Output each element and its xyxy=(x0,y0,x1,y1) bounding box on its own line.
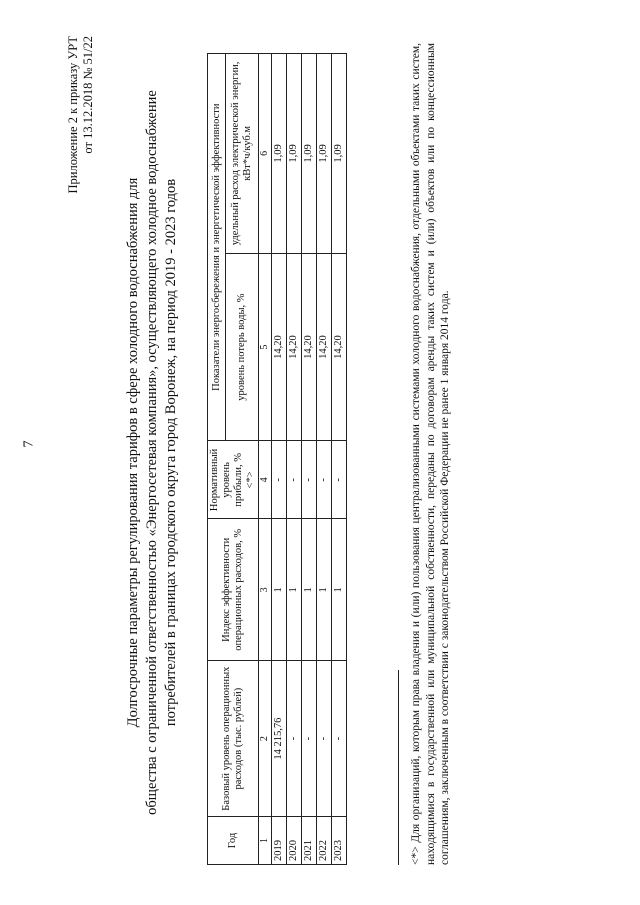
cell-efficiency-index: 1 xyxy=(332,519,347,661)
cell-normative-profit: - xyxy=(332,441,347,519)
cell-efficiency-index: 1 xyxy=(302,519,317,661)
column-number: 2 xyxy=(259,661,272,817)
table-row xyxy=(302,54,317,865)
parameters-table xyxy=(207,53,347,865)
cell-base-level: - xyxy=(332,661,347,817)
header-water-loss: уровень потерь воды, % xyxy=(226,253,259,441)
cell-normative-profit: - xyxy=(302,441,317,519)
cell-specific-consumption: 1,09 xyxy=(272,54,287,254)
header-year: Год xyxy=(208,817,259,865)
table-row xyxy=(287,54,302,865)
column-number: 6 xyxy=(259,54,272,254)
title-line-2: общества с ограниченной ответственностью «Энергосетевая компания», осуществляющего холодное водоснабжение xyxy=(144,90,160,815)
table-header-row xyxy=(208,54,226,865)
column-number: 3 xyxy=(259,519,272,661)
cell-normative-profit: - xyxy=(272,441,287,519)
title-line-1: Долгосрочные параметры регулирования тарифов в сфере холодного водоснабжения для xyxy=(125,177,141,728)
cell-normative-profit: - xyxy=(287,441,302,519)
header-energy-group: Показатели энергосбережения и энергетической эффективности xyxy=(208,54,226,441)
cell-efficiency-index: 1 xyxy=(272,519,287,661)
cell-specific-consumption: 1,09 xyxy=(302,54,317,254)
cell-year: 2020 xyxy=(287,817,302,865)
page-number: 7 xyxy=(21,440,37,448)
table-row xyxy=(272,54,287,865)
cell-year: 2019 xyxy=(272,817,287,865)
appendix-line-1: Приложение 2 к приказу УРТ xyxy=(66,36,80,194)
cell-water-loss: 14,20 xyxy=(302,253,317,441)
table-row xyxy=(332,54,347,865)
table-row xyxy=(317,54,332,865)
cell-specific-consumption: 1,09 xyxy=(317,54,332,254)
cell-efficiency-index: 1 xyxy=(287,519,302,661)
cell-efficiency-index: 1 xyxy=(317,519,332,661)
header-normative-profit: Нормативный уровень прибыли, % <*> xyxy=(208,441,259,519)
cell-year: 2023 xyxy=(332,817,347,865)
cell-base-level: - xyxy=(302,661,317,817)
cell-normative-profit: - xyxy=(317,441,332,519)
cell-specific-consumption: 1,09 xyxy=(332,54,347,254)
document-title xyxy=(124,40,181,865)
cell-water-loss: 14,20 xyxy=(272,253,287,441)
cell-base-level: - xyxy=(317,661,332,817)
title-line-3: потребителей в границах городского округа город Воронеж, на период 2019 - 2023 годов xyxy=(163,178,179,727)
header-base-level: Базовый уровень операционных расходов (тыс. рублей) xyxy=(208,661,259,817)
column-numbers-row xyxy=(259,54,272,865)
cell-year: 2021 xyxy=(302,817,317,865)
cell-water-loss: 14,20 xyxy=(332,253,347,441)
cell-water-loss: 14,20 xyxy=(317,253,332,441)
appendix-reference xyxy=(66,36,96,196)
cell-specific-consumption: 1,09 xyxy=(287,54,302,254)
cell-water-loss: 14,20 xyxy=(287,253,302,441)
footnote xyxy=(398,43,453,865)
footnote-text: <*> Для организаций, которым права владения и (или) пользования централизованными системами холодного водоснабжения, отдельными объектами таких систем, находящимися в государственной или муниципальной собственности, переданы по договорам аренды таких систем и (или) объектов или по концессионным соглашениям, заключенным в соответствии с законодательством Российской Федерации не ранее 1 января 2014 года. xyxy=(410,43,451,865)
appendix-line-2: от 13.12.2018 № 51/22 xyxy=(81,36,95,154)
header-specific-consumption: удельный расход электрической энергии, кВт*ч/куб.м xyxy=(226,54,259,254)
header-efficiency-index: Индекс эффективности операционных расходов, % xyxy=(208,519,259,661)
column-number: 5 xyxy=(259,253,272,441)
cell-year: 2022 xyxy=(317,817,332,865)
footnote-divider xyxy=(398,670,399,865)
cell-base-level: 14 215,76 xyxy=(272,661,287,817)
column-number: 1 xyxy=(259,817,272,865)
cell-base-level: - xyxy=(287,661,302,817)
column-number: 4 xyxy=(259,441,272,519)
